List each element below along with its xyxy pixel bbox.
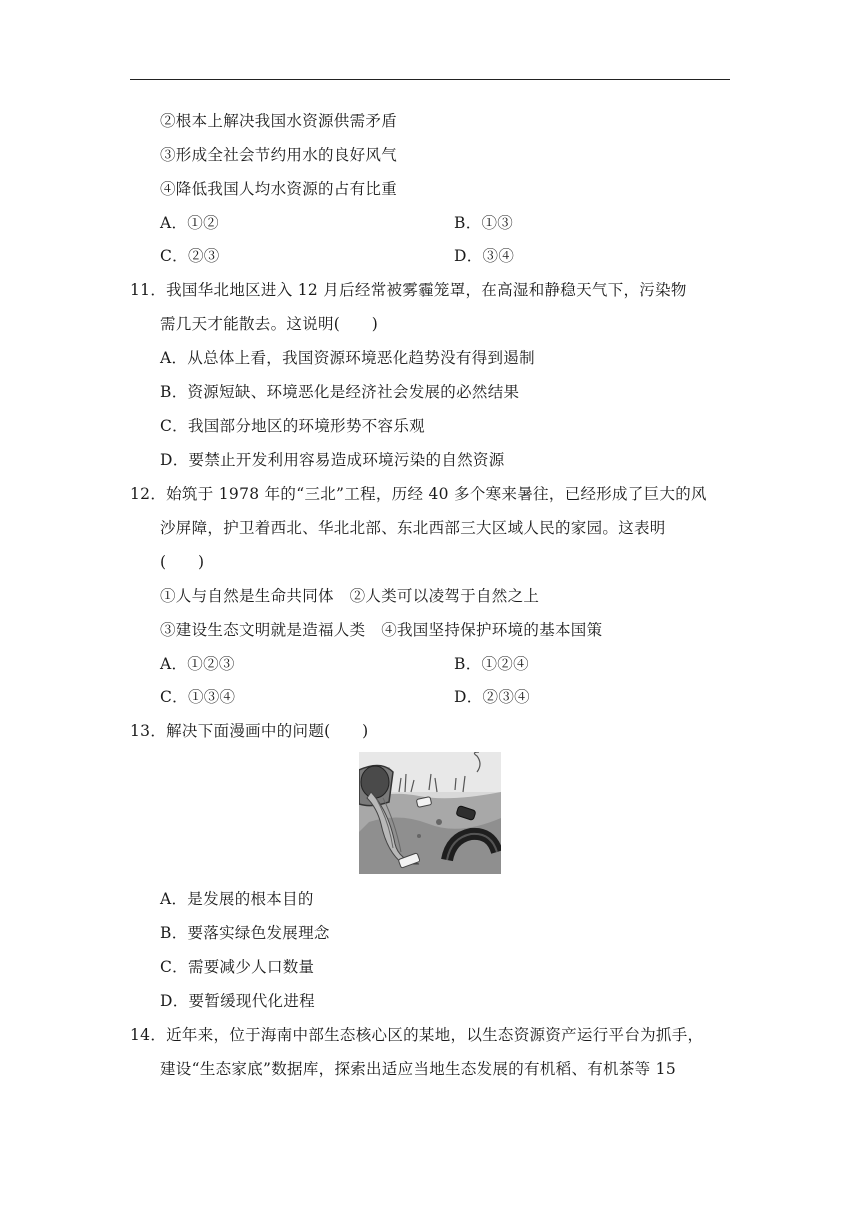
q10-statement-3: ③形成全社会节约用水的良好风气 xyxy=(160,146,398,164)
q12-stem-line-3: ( ) xyxy=(160,553,205,571)
q14-stem-line-2: 建设“生态家底”数据库，探索出适应当地生态发展的有机稻、有机茶等 15 xyxy=(160,1060,677,1078)
q10-option-d: D．③④ xyxy=(454,247,515,265)
q11-option-d: D．要禁止开发利用容易造成环境污染的自然资源 xyxy=(160,451,505,469)
q10-statement-4: ④降低我国人均水资源的占有比重 xyxy=(160,180,398,198)
q12-statements-1-2: ①人与自然是生命共同体 ②人类可以凌驾于自然之上 xyxy=(160,587,540,605)
q12-option-d: D．②③④ xyxy=(454,688,530,706)
q13-stem: 13．解决下面漫画中的问题( ) xyxy=(130,722,369,740)
q13-option-a: A．是发展的根本目的 xyxy=(160,890,314,908)
q11-stem-line-2: 需几天才能散去。这说明( ) xyxy=(160,315,379,333)
q11-option-a: A．从总体上看，我国资源环境恶化趋势没有得到遏制 xyxy=(160,349,535,367)
q11-option-b: B．资源短缺、环境恶化是经济社会发展的必然结果 xyxy=(160,383,520,401)
header-rule xyxy=(130,79,730,80)
q10-option-a: A．①② xyxy=(160,214,219,232)
q14-stem-line-1: 14．近年来，位于海南中部生态核心区的某地，以生态资源资产运行平台为抓手， xyxy=(130,1026,704,1044)
q12-option-b: B．①②④ xyxy=(454,655,529,673)
q10-option-c: C．②③ xyxy=(160,247,220,265)
q12-option-c: C．①③④ xyxy=(160,688,236,706)
q12-stem-line-2: 沙屏障，护卫着西北、华北北部、东北西部三大区域人民的家园。这表明 xyxy=(160,519,666,537)
q10-statement-2: ②根本上解决我国水资源供需矛盾 xyxy=(160,112,398,130)
q13-option-d: D．要暂缓现代化进程 xyxy=(160,992,315,1010)
q12-statements-3-4: ③建设生态文明就是造福人类 ④我国坚持保护环境的基本国策 xyxy=(160,621,603,639)
pollution-cartoon-icon xyxy=(359,752,501,874)
q11-stem-line-1: 11．我国华北地区进入 12 月后经常被雾霾笼罩，在高湿和静稳天气下，污染物 xyxy=(130,281,687,299)
q13-option-c: C．需要减少人口数量 xyxy=(160,958,315,976)
q12-option-a: A．①②③ xyxy=(160,655,235,673)
q11-option-c: C．我国部分地区的环境形势不容乐观 xyxy=(160,417,425,435)
q12-stem-line-1: 12．始筑于 1978 年的“三北”工程，历经 40 多个寒来暑往，已经形成了巨大的风 xyxy=(130,485,707,503)
q10-option-b: B．①③ xyxy=(454,214,514,232)
q13-option-b: B．要落实绿色发展理念 xyxy=(160,924,330,942)
